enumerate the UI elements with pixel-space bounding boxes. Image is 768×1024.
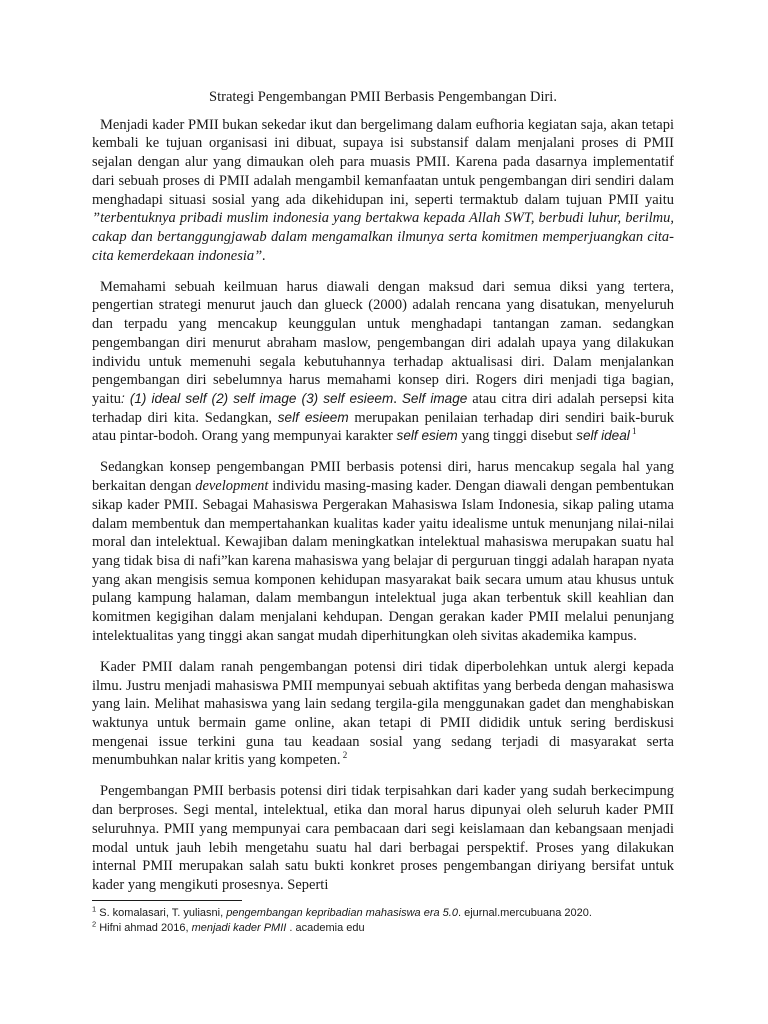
term-self-ideal: self ideal [576,428,630,444]
paragraph-2-text-c: . [393,390,402,407]
paragraph-4 [92,658,674,770]
paragraph-2-text-g: merupakan penilaian terhadap diri sendiri baik-buruk atau pintar-bodoh. Orang yang mempunyai karakter [92,409,674,445]
term-self-esiem: self esiem [396,428,458,444]
self-concept-list: : (1) ideal self (2) self image (3) self esieem [121,390,394,406]
paragraph-2-text-a: Memahami sebuah keilmuan harus diawali dengan maksud dari semua diksi yang tertera, pengertian strategi menurut jauch dan glueck (2000) adalah rencana yang disatukan, menyeluruh dan terpadu yang mencakup keunggulan untuk menghadapi tantangan zaman. sedangkan pengembangan diri menurut abraham maslow, pengembangan diri adalah upaya yang dilakukan individu untuk memenuhi segala kebutuhannya terhadap aktualisasi diri. Dalam menjalankan pengembangan diri sebelumnya harus memahami konsep diri. Rogers diri menjadi tiga bagian, yaitu [92,278,674,407]
footnote-1-pre: S. komalasari, T. yuliasni, [96,907,227,919]
paragraph-2 [92,278,674,446]
pmii-goal-quote: ”terbentuknya pribadi muslim indonesia yang bertakwa kepada Allah SWT, berbudi luhur, berilmu, cakap dan bertanggungjawab dalam mengamalkan ilmunya serta komitmen memperjuangkan cita-cita kemerdekaan indonesia”. [92,210,674,264]
paragraph-3-text-c: individu masing-masing kader. Dengan diawali dengan pembentukan sikap kader PMII. Sebagai Mahasiswa Pergerakan Mahasiswa Islam Indonesia, sikap paling utama dalam membentuk dan mempertahankan kualitas kader yaitu idealisme untuk menunjang nilai-nilai moral dan intelektual. Kewajiban dalam meningkatkan intelektual mahasiswa merupakan suatu hal yang tidak bisa di nafi”kan karena mahasiswa yang belajar di perguruan tinggi adalah harapan nyata yang akan mengisis semua komponen kehidupan masyarakat baik secara umum atau khusus untuk pulang kampung halaman, dalam membangun intelektual juga akan terbentuk skill keahlian dan komitmen kegigihan dalam menjalani kehdupan. Dengan gerakan kader PMII melalui penunjang intelektualitas yang tinggi akan sangat mudah diperhitungkan oleh sivitas akademika kampus. [92,478,674,644]
footnote-2-mark: 2 [92,918,97,928]
footnotes [92,900,674,935]
paragraph-2-text-e: atau citra diri adalah persepsi kita terhadap diri kita. Sedangkan, [92,390,675,426]
paragraph-1-text: Menjadi kader PMII bukan sekedar ikut dan bergelimang dalam eufhoria kegiatan saja, akan tetapi kembali ke tujuan organisasi ini dibuat, supaya isi substansif dalam menjalani proses di PMII sejalan dengan alur yang dimaukan oleh para muasis PMII. Karena pada dasarnya implementatif dari sebuah proses di PMII adalah mengambil kemanfaatan untuk pengembangan diri sendiri dalam menghadapi situasi sosial yang ada dikehidupan ini, seperti termaktub dalam tujuan PMII yaitu [92,116,674,208]
paragraph-1 [92,116,674,266]
footnote-2-post: . academia edu [286,921,365,934]
term-development: development [195,478,269,495]
footnote-ref-2: 2 [340,750,348,761]
footnote-1-title: pengembangan kepribadian mahasiswa era 5.0 [226,907,458,919]
footnote-1 [92,906,674,921]
paragraph-3 [92,458,674,645]
footnote-1-post: . ejurnal.mercubuana 2020. [457,907,592,919]
document-title: Strategi Pengembangan PMII Berbasis Pengembangan Diri. [209,89,557,105]
paragraph-2-text-i: yang tinggi disebut [457,428,577,445]
footnote-1-mark: 1 [92,904,97,914]
document-body [92,88,674,907]
footnote-ref-1: 1 [629,426,637,437]
paragraph-5: Pengembangan PMII berbasis potensi diri tidak terpisahkan dari kader yang sudah berkecimpung dan berproses. Segi mental, intelektual, etika dan moral harus dipunyai oleh seluruh kader PMII seluruhnya. PMII yang mempunyai cara pembacaan dari segi keislamaan dan kebangsaan menjadi modal untuk jauh lebih mengetahu suatu hal dari berbagai perspektif. Proses yang dilakukan internal PMII merupakan salah satu bukti konkret proses pengembangan diriyang bersifat untuk kader yang mengikuti prosesnya. Seperti [92,783,674,893]
paragraph-3-text-a: Sedangkan konsep pengembangan PMII berbasis potensi diri, harus mencakup segala hal yang berkaitan dengan [92,459,674,495]
paragraph-4-text: Kader PMII dalam ranah pengembangan potensi diri tidak diperbolehkan untuk alergi kepada ilmu. Justru menjadi mahasiswa PMII mempunyai sebuah aktifitas yang berbeda dengan mahasiswa yang lain. Melihat mahasiswa yang lain sedang tergila-gila menggunakan gadet dan menghabiskan waktunya untuk bermain game online, akan tetapi di PMII dididik untuk sering berdiskusi mengenai issue terkini guna tau keadaan sosial yang sedang terjadi di masyarakat serta menumbuhkan nalar kritis yang kompeten. [92,658,674,769]
footnote-divider [92,900,242,901]
footnote-2-pre: Hifni ahmad 2016, [96,921,192,934]
footnote-2-title: menjadi kader PMII [191,921,287,934]
term-self-image: Self image [401,390,468,406]
term-self-esieem: self esieem [277,409,349,425]
footnote-2 [92,918,674,936]
